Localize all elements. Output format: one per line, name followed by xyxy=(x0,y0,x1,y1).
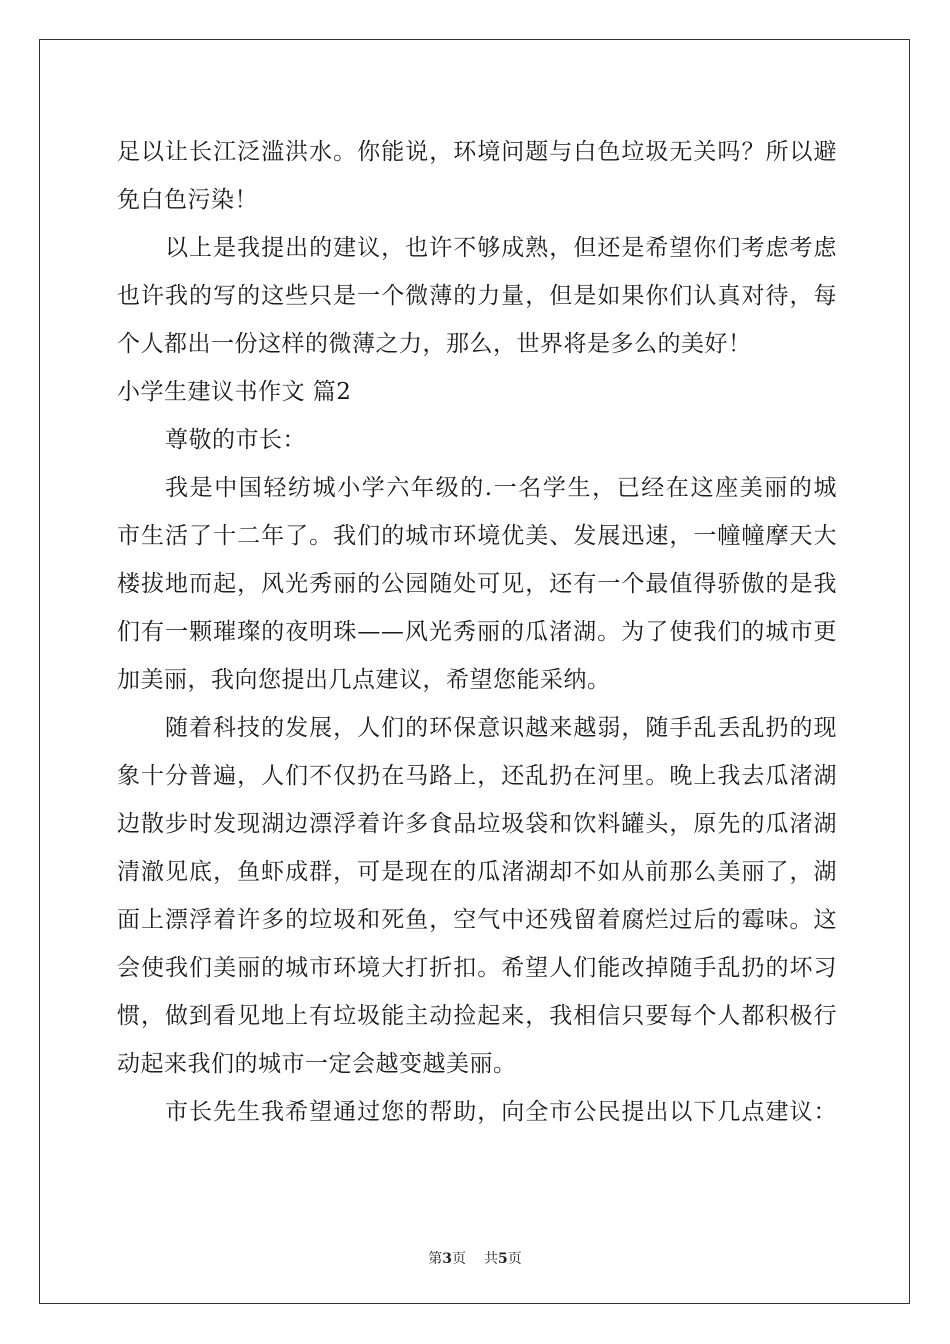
text-line: 动起来我们的城市一定会越变越美丽。 xyxy=(117,1051,517,1077)
text-line: 们有一颗璀璨的夜明珠——风光秀丽的瓜渚湖。为了使我们的城市更 xyxy=(117,619,837,645)
text-line: 市生活了十二年了。我们的城市环境优美、发展迅速，一幢幢摩天大 xyxy=(117,523,837,549)
total-page-number: 5 xyxy=(498,1251,508,1267)
text-line: 楼拔地而起，风光秀丽的公园随处可见，还有一个最值得骄傲的是我 xyxy=(117,571,837,597)
page-number-suffix: 页 xyxy=(452,1251,466,1267)
text-line: 市长先生我希望通过您的帮助，向全市公民提出以下几点建议： xyxy=(165,1099,837,1125)
total-pages-prefix: 共 xyxy=(484,1251,498,1267)
text-line: 清澈见底，鱼虾成群，可是现在的瓜渚湖却不如从前那么美丽了，湖 xyxy=(117,859,837,885)
text-line: 面上漂浮着许多的垃圾和死鱼，空气中还残留着腐烂过后的霉味。这 xyxy=(117,907,837,933)
text-line: 象十分普遍，人们不仅扔在马路上，还乱扔在河里。晚上我去瓜渚湖 xyxy=(117,763,837,789)
document-body xyxy=(117,128,837,1136)
text-line: 加美丽，我向您提出几点建议，希望您能采纳。 xyxy=(117,667,611,693)
section-heading: 小学生建议书作文 篇2 xyxy=(117,379,352,405)
text-line: 以上是我提出的建议，也许不够成熟，但还是希望你们考虑考虑 xyxy=(165,235,837,261)
text-line: 我是中国轻纺城小学六年级的.一名学生，已经在这座美丽的城 xyxy=(165,475,837,501)
text-line: 个人都出一份这样的微薄之力，那么，世界将是多么的美好！ xyxy=(117,331,752,357)
text-line: 免白色污染！ xyxy=(117,187,258,213)
text-line: 边散步时发现湖边漂浮着许多食品垃圾袋和饮料罐头，原先的瓜渚湖 xyxy=(117,811,837,837)
page-footer xyxy=(0,1248,950,1268)
text-line: 也许我的写的这些只是一个微薄的力量，但是如果你们认真对待，每 xyxy=(117,283,837,309)
total-pages-suffix: 页 xyxy=(507,1251,522,1267)
page-number-prefix: 第 xyxy=(428,1251,443,1267)
text-line: 尊敬的市长： xyxy=(165,427,306,453)
text-line: 随着科技的发展，人们的环保意识越来越弱，随手乱丢乱扔的现 xyxy=(165,715,837,741)
current-page-number: 3 xyxy=(442,1251,452,1267)
text-line: 会使我们美丽的城市环境大打折扣。希望人们能改掉随手乱扔的坏习 xyxy=(117,955,837,981)
text-line: 惯，做到看见地上有垃圾能主动捡起来，我相信只要每个人都积极行 xyxy=(117,1003,837,1029)
text-line: 足以让长江泛滥洪水。你能说，环境问题与白色垃圾无关吗？所以避 xyxy=(117,139,837,165)
